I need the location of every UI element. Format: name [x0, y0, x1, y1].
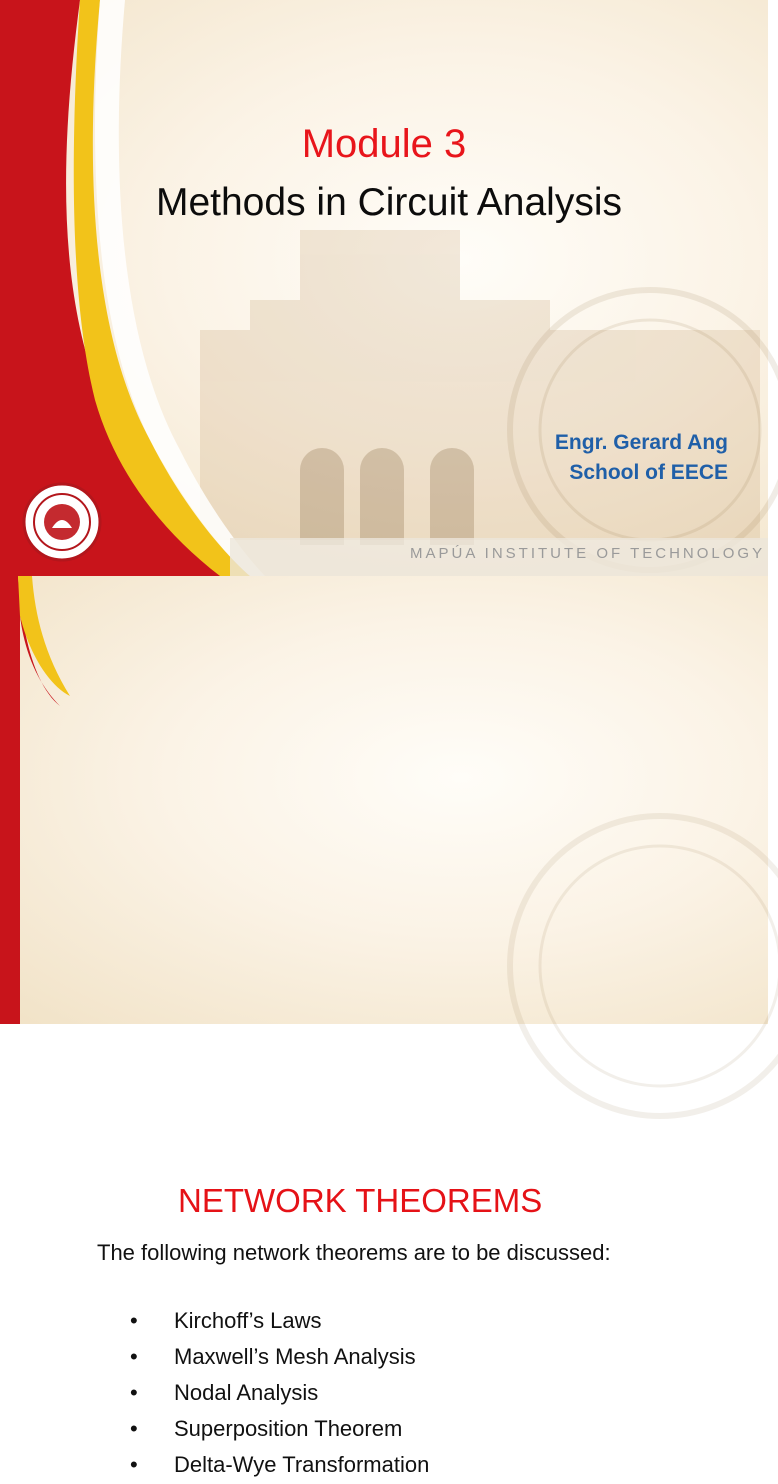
slide-background: [0, 576, 768, 1024]
list-item: • Kirchoff’s Laws: [130, 1304, 429, 1340]
list-item: • Maxwell’s Mesh Analysis: [130, 1340, 429, 1376]
author-block: [555, 428, 728, 488]
slide-title: Methods in Circuit Analysis: [155, 181, 623, 224]
bullet-icon: •: [130, 1416, 138, 1441]
school-name: School of EECE: [569, 461, 728, 484]
list-item: • Delta-Wye Transformation: [130, 1448, 429, 1484]
title-slide: [0, 0, 768, 576]
bullet-icon: •: [130, 1380, 138, 1405]
building-watermark: [200, 230, 760, 540]
theorem-list: [130, 1304, 429, 1484]
module-number: Module 3: [301, 122, 467, 166]
list-item: • Nodal Analysis: [130, 1376, 429, 1412]
list-item: • Superposition Theorem: [130, 1412, 429, 1448]
slide-background: [0, 0, 768, 576]
intro-paragraph: The following network theorems are to be discussed:: [97, 1240, 611, 1265]
bullet-icon: •: [130, 1308, 138, 1333]
bullet-icon: •: [130, 1452, 138, 1477]
bullet-icon: •: [130, 1344, 138, 1369]
author-name: Engr. Gerard Ang: [554, 431, 728, 454]
content-slide: [0, 576, 768, 1477]
institute-footer: MAPÚA INSTITUTE OF TECHNOLOGY: [410, 545, 766, 562]
institute-seal-icon: [22, 482, 102, 562]
seal-watermark: [510, 816, 778, 1116]
section-heading: NETWORK THEOREMS: [178, 1182, 543, 1219]
